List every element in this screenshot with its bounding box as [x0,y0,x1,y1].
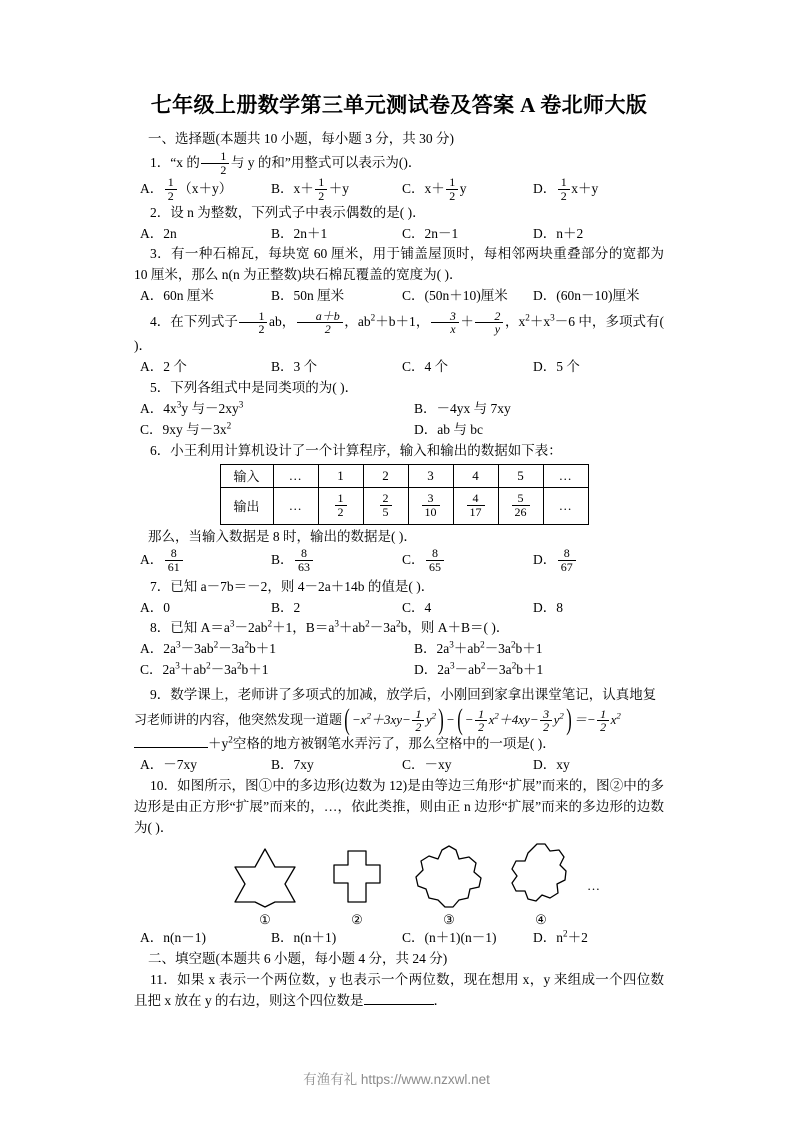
cell-out-4-fraction [467,492,485,518]
table-row-output [220,487,588,524]
q8-stem-c: ＋1，B＝a [272,620,335,636]
q5-oc-a: C．9xy 与－3x [140,421,227,437]
q1-option-b-label: B．x＋ [271,180,314,196]
q5-oa-b: y 与－2xy [181,400,239,416]
q4-fraction-3 [431,310,459,336]
q1-option-a-tail: （x＋y） [178,180,233,196]
q4-f4-den: y [475,322,503,335]
q9-expr-p3: x [610,712,617,728]
q1-ob-den: 2 [315,189,327,202]
q11-blank-underline [364,993,434,1005]
q1-stem-c: )． [403,154,422,170]
question-9-options [134,755,664,776]
q1-option-d-fraction [558,176,570,202]
q7-option-d[interactable]: D．8 [533,599,563,615]
q8-od-s2: 2 [480,660,486,671]
question-8-options-row1 [134,639,664,660]
q8-oa-a: A．2a [140,641,176,657]
q1-od-num: 1 [560,175,567,190]
q9-f4-den: 2 [597,720,609,733]
q2-option-b[interactable]: B．2n＋1 [271,225,328,241]
q1-option-d[interactable] [533,177,664,203]
q8-oa-d: b＋1 [249,641,277,657]
q4-fraction-2 [297,310,343,336]
cell-out-3-num: 3 [427,491,434,506]
q4-f2-num: a＋b [315,308,340,323]
q8-od-b: －ab [454,662,481,678]
q9-expr-p1c: y [425,712,432,728]
q1-stem-b: 与 y 的和”用整式可以表示为( [230,154,404,170]
cell-out-5-fraction [512,492,530,518]
q6-ob-label: B． [271,551,294,567]
q10-od-b: ＋2 [567,929,588,945]
q8-option-a[interactable] [134,639,390,660]
q8-ob-s2: 2 [480,639,485,650]
cell-out-3-den: 10 [422,505,440,518]
q8-oa-b: －3ab [180,641,214,657]
cell-out-1 [318,487,363,524]
q2-option-c[interactable]: C．2n－1 [402,225,459,241]
footer-watermark: 有渔有礼 https://www.nzxwl.net [303,1072,490,1087]
q9-line3-sup: 2 [228,734,233,745]
q4-fraction-4 [475,310,503,336]
q6-oa-label: A． [140,551,164,567]
q8-option-d[interactable] [390,660,664,681]
q9-expr-p1csup: 2 [431,710,437,721]
q8-option-b[interactable] [390,639,664,660]
question-7-stem: 7．已知 a－7b＝－2，则 4－2a＋14b 的值是( )． [150,578,435,594]
q1-oa-num: 1 [167,175,174,190]
q8-stem-a: 8．已知 A＝a [150,620,230,636]
cell-out-2-fraction [380,492,392,518]
q5-option-d[interactable]: D．ab 与 bc [414,421,483,437]
q4-sup-3: 3 [550,312,555,323]
q1-option-d-label: D． [533,180,557,196]
question-10-options [134,928,664,949]
q6-option-c[interactable] [402,548,533,574]
figure-1 [219,845,311,928]
q8-oc-s3: 2 [236,660,242,671]
q10-option-c[interactable]: C．(n＋1)(n－1) [402,929,497,945]
cell-in-4: 4 [453,464,498,487]
q8-ob-b: ＋ab [453,641,481,657]
q8-option-c[interactable] [134,660,390,681]
question-4-options [134,357,664,378]
q6-ob-fraction [295,547,313,573]
q9-expr-eq: ＝− [573,712,596,728]
q8-ob-s1: 3 [449,639,454,650]
cell-out-ellipsis-right: … [543,487,588,524]
q9-line3-tail: ＋y [208,736,229,752]
q1-oa-den: 2 [165,189,177,202]
cell-out-1-den: 2 [335,505,347,518]
question-5-options-row2 [134,420,664,441]
question-9-stem-line3 [134,734,664,755]
q8-oa-s3: 2 [244,639,250,650]
q9-f2-den: 2 [475,720,487,733]
figure-4 [495,841,587,928]
q10-od-sup: 2 [563,928,568,939]
q8-ob-d: b＋1 [515,641,543,657]
cell-out-4-num: 4 [472,491,479,506]
q9-expr-p2c: ＋4xy− [498,712,539,728]
q8-sup-4: 2 [365,618,370,629]
q9-expr-p3sup: 2 [616,710,621,721]
q6-oc-num: 8 [432,546,439,561]
question-9-expression-line [134,702,664,736]
q1-ob-num: 1 [318,175,325,190]
q9-expr-minus: − [446,712,455,728]
cell-out-2 [363,487,408,524]
question-2-stem: 2．设 n 为整数，下列式子中表示偶数的是( )． [150,204,426,220]
q8-oa-s1: 3 [176,639,181,650]
q9-expr-p2a: − [464,712,474,728]
question-2-options [134,224,664,245]
q6-oc-label: C． [402,551,425,567]
q9-blank-underline [134,736,208,748]
q4-f2-den: 2 [297,322,343,335]
question-11-stem [134,970,664,1012]
q8-od-d: b＋1 [516,662,544,678]
figure-3 [403,845,495,928]
q4-f3-num: 3 [449,308,456,323]
q9-f4-num: 1 [600,706,607,721]
q9-expr-p1sup: 2 [366,710,371,721]
q2-option-d[interactable]: D．n＋2 [533,225,584,241]
q6-oa-fraction [165,547,183,573]
q9-line3-rest: 空格的地方被钢笔水弄污了，那么空格中的一项是( )． [232,736,556,752]
q6-ob-den: 63 [295,560,313,573]
q1-option-d-tail: x＋y [571,180,599,196]
figure-2-caption: ② [351,911,363,927]
q9-paren-open-2: ( [457,702,463,736]
cell-out-5 [498,487,543,524]
q4-stem-d: ＋b＋1， [375,314,430,330]
q8-ob-c: －3a [484,641,511,657]
q5-oc-sup: 2 [226,420,232,431]
q4-option-a[interactable]: A．2 个 [140,359,187,375]
cell-out-1-fraction [335,492,347,518]
q1-option-c-label: C．x＋ [402,180,445,196]
q6-od-fraction [558,547,576,573]
q5-oa-sup1: 3 [176,399,182,410]
table-row-input [220,464,588,487]
q4-stem-e: ＋ [460,314,474,330]
page-content [134,92,664,1012]
q9-fraction-4 [597,708,609,734]
q10-option-b[interactable]: B．n(n＋1) [271,929,337,945]
q5-option-c[interactable] [134,420,390,441]
q9-expr-p2b: x [488,712,495,728]
q6-option-d[interactable] [533,548,664,574]
q9-fraction-2 [475,708,487,734]
section-heading-choice: 一、选择题(本题共 10 小题，每小题 3 分，共 30 分) [148,131,454,147]
cell-in-ellipsis-left: … [273,464,318,487]
q1-frac-den: 2 [201,163,229,176]
q1-fraction [201,150,229,176]
figures-ellipsis: … [587,877,601,893]
q4-f1-num: 1 [258,308,265,323]
q8-sup-2: 2 [267,618,273,629]
q4-option-b[interactable]: B．3 个 [271,359,318,375]
q8-sup-5: 2 [396,618,401,629]
q9-f3-den: 2 [540,720,552,733]
q1-option-b-fraction [315,176,327,202]
q10-option-a[interactable]: A．n(n－1) [140,929,206,945]
q9-paren-close-1: ) [438,702,444,736]
q8-oc-c: －3a [210,662,237,678]
q10-od-a: D．n [533,929,563,945]
section-heading-fill: 二、填空题(本题共 6 小题，每小题 4 分，共 24 分) [148,950,448,966]
q1-option-c-fraction [446,176,458,202]
question-5-stem: 5．下列各组式中是同类项的为( )． [150,380,359,396]
q6-oa-den: 61 [165,560,183,573]
q4-stem-g: ＋x [529,314,551,330]
question-7-options [134,598,664,619]
q9-option-d[interactable]: D．xy [533,756,570,772]
q8-oc-s2: 2 [206,660,211,671]
q6-oc-den: 65 [426,560,444,573]
q4-stem-a: 4．在下列式子 [150,314,238,330]
q11-stem-text: 11．如果 x 表示一个两位数，y 也表示一个两位数，现在想用 x，y 来组成一个四位数且把 x 放在 y 的右边，则这个四位数是 [134,972,664,1009]
q8-oc-s1: 3 [175,660,180,671]
q11-tail: ． [433,993,447,1009]
q8-oa-s2: 2 [213,639,219,650]
q1-option-a[interactable] [134,177,271,203]
q8-od-c: －3a [485,662,512,678]
cell-out-ellipsis-left: … [273,487,318,524]
q9-f1-num: 1 [415,706,422,721]
cell-out-1-num: 1 [337,491,344,506]
question-6-options [134,548,664,574]
hexagon-extended-shape [503,841,579,911]
q8-oc-b: ＋ab [179,662,207,678]
q8-stem-e: －3a [369,620,396,636]
question-1-options [134,177,664,203]
q8-sup-1: 3 [229,618,235,629]
q3-option-d[interactable]: D．(60n－10)厘米 [533,288,640,304]
figure-1-caption: ① [259,911,271,927]
q8-stem-f: b，则 A＋B＝( )． [400,620,510,636]
cell-out-4-den: 17 [467,505,485,518]
q9-option-b[interactable]: B．7xy [271,756,314,772]
q9-expr-p2dsup: 2 [559,710,564,721]
question-3-stem: 3．有一种石棉瓦，每块宽 60 厘米，用于铺盖屋顶时，每相邻两块重叠部分的宽都为 10 厘米，那么 n(n 为正整数)块石棉瓦覆盖的宽度为( )． [134,246,664,283]
q7-option-a[interactable]: A．0 [140,599,170,615]
question-4-stem [134,310,664,357]
question-9-stem-line1: 9．数学课上，老师讲了多项式的加减，放学后，小刚回到家拿出课堂笔记，认真地复 [150,687,657,703]
q9-expr-p2d: y [553,712,560,728]
question-1-stem [134,151,664,177]
question-3-options [134,286,664,307]
q5-oa-sup2: 3 [238,399,244,410]
question-6-table-wrap [134,464,664,525]
q1-option-b[interactable] [271,177,402,203]
figure-4-caption: ④ [535,911,547,927]
q9-expr-p1a: −x [352,712,367,728]
cell-out-3 [408,487,453,524]
q8-ob-a: B．2a [414,641,450,657]
q9-expr-p1b: ＋3xy− [370,712,411,728]
q1-option-c-tail: y [459,180,467,196]
q8-stem-b: －2ab [234,620,268,636]
q4-fraction-1 [239,310,267,336]
q4-sup-2: 2 [525,312,530,323]
q9-paren-open-1: ( [344,702,350,736]
cell-in-1: 1 [318,464,363,487]
page-title: 七年级上册数学第三单元测试卷及答案 A 卷北师大版 [150,93,648,117]
question-8-stem [134,618,664,639]
row-label-input: 输入 [220,464,273,487]
q6-od-label: D． [533,551,557,567]
q6-option-b[interactable] [271,548,402,574]
q8-od-s3: 2 [511,660,517,671]
q6-oc-fraction [426,547,444,573]
q9-option-a[interactable]: A．－7xy [140,756,197,772]
q8-oc-a: C．2a [140,662,176,678]
cell-in-5: 5 [498,464,543,487]
question-8-options-row2 [134,660,664,681]
q1-stem-a: 1．“x 的 [150,154,200,170]
q3-option-c[interactable]: C．(50n＋10)厘米 [402,288,508,304]
q9-expr-p2sup: 2 [494,710,499,721]
cell-in-ellipsis-right: … [543,464,588,487]
q6-ob-num: 8 [301,546,308,561]
q1-option-a-label: A． [140,180,164,196]
q1-option-c[interactable] [402,177,533,203]
q6-od-den: 67 [558,560,576,573]
question-6-after: 那么，当输入数据是 8 时，输出的数据是( )． [148,528,417,544]
q8-oa-c: －3a [218,641,245,657]
hexagram-star-shape [229,845,301,911]
q4-stem-h: －6 中，多项式有( )． [134,314,665,354]
q4-sup-1: 2 [370,312,376,323]
question-10-stem: 10．如图所示，图①中的多边形(边数为 12)是由等边三角形“扩展”而来的，图②中的多边形是由正方形“扩展”而来的，…，依此类推，则由正 n 边形“扩展”而来的多边形的边数为( )． [134,777,664,835]
q6-od-num: 8 [563,546,570,561]
q4-option-d[interactable]: D．5 个 [533,359,580,375]
q7-option-c[interactable]: C．4 [402,599,432,615]
q1-frac-num: 1 [220,149,227,164]
q1-oc-num: 1 [449,175,456,190]
q1-option-a-fraction [165,176,177,202]
cell-out-5-num: 5 [517,491,524,506]
question-5-options-row1 [134,399,664,420]
q2-option-a[interactable]: A．2n [140,225,177,241]
q8-sup-3: 3 [334,618,339,629]
q8-stem-d: ＋ab [338,620,366,636]
q3-option-a[interactable]: A．60n 厘米 [140,288,214,304]
q4-f1-den: 2 [239,322,267,335]
q1-od-den: 2 [558,189,570,202]
cell-out-4 [453,487,498,524]
q1-option-b-tail: ＋y [328,180,350,196]
cell-out-2-num: 2 [382,491,389,506]
q6-option-a[interactable] [134,548,271,574]
q6-oa-num: 8 [170,546,177,561]
q9-option-c[interactable]: C．－xy [402,756,452,772]
figure-3-caption: ③ [443,911,455,927]
q9-stem-line2a: 习老师讲的内容，他突然发现一道题 [134,712,343,728]
question-6-stem: 6．小王利用计算机设计了一个计算程序，输入和输出的数据如下表： [150,442,562,458]
cell-out-5-den: 26 [512,505,530,518]
q4-option-c[interactable]: C．4 个 [402,359,449,375]
q9-paren-close-2: ) [566,702,572,736]
q9-f2-num: 1 [478,706,485,721]
q4-stem-b: ab， [268,314,296,330]
q8-od-s1: 3 [450,660,455,671]
q9-f1-den: 2 [412,720,424,733]
q9-fraction-1 [412,708,424,734]
q5-option-a[interactable] [134,399,390,420]
q4-stem-f: ，x [504,314,526,330]
pentagon-extended-shape [411,845,487,911]
q4-stem-c: ，ab [344,314,371,330]
cell-out-2-den: 5 [380,505,392,518]
q4-f3-den: x [431,322,459,335]
q4-f4-num: 2 [494,308,501,323]
row-label-output: 输出 [220,487,273,524]
input-output-table [220,464,589,525]
q1-oc-den: 2 [446,189,458,202]
q8-oc-d: b＋1 [241,662,269,678]
q9-f3-num: 3 [543,706,550,721]
q8-od-a: D．2a [414,662,450,678]
cross-square-shape [321,845,393,911]
q7-option-b[interactable]: B．2 [271,599,301,615]
cell-in-2: 2 [363,464,408,487]
cell-out-3-fraction [422,492,440,518]
figure-2 [311,845,403,928]
q9-fraction-3 [540,708,552,734]
q3-option-b[interactable]: B．50n 厘米 [271,288,345,304]
question-10-figures [134,841,664,928]
q8-ob-s3: 2 [510,639,516,650]
cell-in-3: 3 [408,464,453,487]
q10-option-d[interactable] [533,928,664,949]
q5-option-b[interactable]: B．－4yx 与 7xy [414,400,511,416]
q5-oa-a: A．4x [140,400,177,416]
